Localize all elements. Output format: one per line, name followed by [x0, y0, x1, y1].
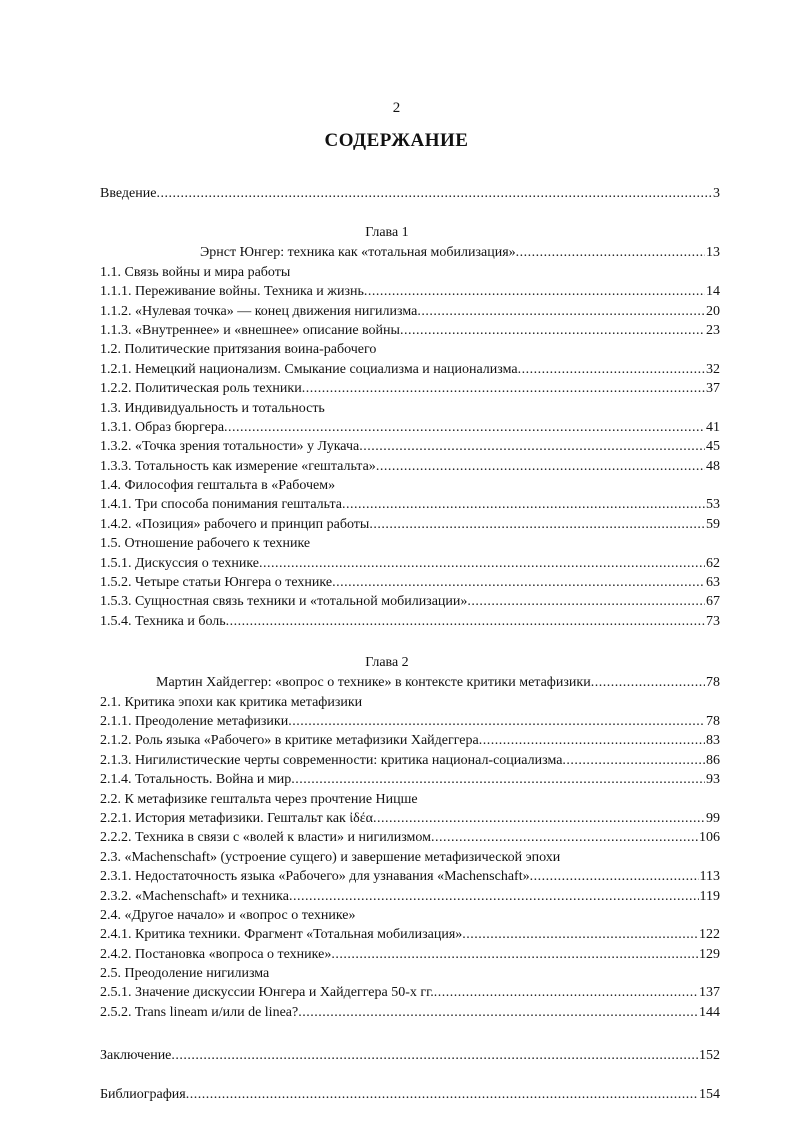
toc-entry: [100, 340, 720, 359]
dot-leader: [156, 184, 712, 203]
chapter-1-entries: [100, 263, 720, 631]
toc-entry: [100, 534, 720, 553]
toc-entry: [100, 751, 720, 770]
toc-page: 73: [706, 613, 720, 629]
toc-page: 45: [706, 439, 720, 455]
toc-label: 1.3. Индивидуальность и тотальность: [100, 400, 325, 416]
toc-page: 48: [706, 458, 720, 474]
toc-entry: [100, 592, 720, 611]
toc-label: 2.2.2. Техника в связи с «волей к власти» и нигилизмом: [100, 830, 432, 846]
dot-leader: [259, 554, 705, 573]
toc-entry: [100, 790, 720, 809]
toc-entry: [100, 399, 720, 418]
toc-page: 83: [706, 733, 720, 749]
toc-page: 53: [706, 497, 720, 513]
dot-leader: [226, 612, 705, 631]
dot-leader: [479, 731, 705, 750]
toc-label: 2.3.2. «Machenschaft» и техника: [100, 888, 289, 904]
toc-label: 1.5.2. Четыре статьи Юнгера о технике: [100, 575, 333, 591]
toc-entry: [100, 828, 720, 847]
toc-label: 1.2.2. Политическая роль техники: [100, 381, 302, 397]
toc-label: 2.1.3. Нигилистические черты современности: критика национал-социализма: [100, 752, 563, 768]
dot-leader: [431, 828, 698, 847]
dot-leader: [331, 945, 698, 964]
toc-entry-conclusion: [100, 1046, 720, 1065]
toc-page: 14: [706, 284, 720, 300]
toc-label: 2.1.4. Тотальность. Война и мир: [100, 772, 292, 788]
dot-leader: [289, 887, 699, 906]
toc-page: 62: [706, 555, 720, 571]
toc-page: 86: [706, 752, 720, 768]
toc-entry: [100, 573, 720, 592]
toc-page: 32: [706, 361, 720, 377]
toc-page: 137: [699, 985, 720, 1001]
toc-label: 1.3.2. «Точка зрения тотальности» у Лукача: [100, 439, 360, 455]
toc-label: 1.4. Философия гештальта в «Рабочем»: [100, 478, 336, 494]
dot-leader: [288, 712, 705, 731]
dot-leader: [518, 360, 705, 379]
toc-entry-bibliography: [100, 1085, 720, 1104]
dot-leader: [298, 1003, 698, 1022]
dot-leader: [434, 983, 698, 1002]
table-of-contents: [100, 184, 720, 1104]
toc-entry: [100, 712, 720, 731]
toc-entry: [100, 515, 720, 534]
toc-entry: [100, 964, 720, 983]
dot-leader: [171, 1046, 698, 1065]
toc-page: 144: [699, 1004, 720, 1020]
chapter-1-heading: Глава 1: [365, 225, 409, 241]
toc-label: 2.3.1. Недостаточность языка «Рабочего» для узнавания «Machenschaft»: [100, 869, 530, 885]
toc-page: 99: [706, 810, 720, 826]
toc-label: 2.4.1. Критика техники. Фрагмент «Тотальная мобилизация»: [100, 927, 463, 943]
dot-leader: [332, 573, 705, 592]
toc-label: 1.5. Отношение рабочего к технике: [100, 536, 311, 552]
toc-label: 2.5.1. Значение дискуссии Юнгера и Хайдеггера 50-х гг.: [100, 985, 434, 1001]
dot-leader: [591, 673, 705, 692]
toc-label: 2.2.1. История метафизики. Гештальт как ἰδέα: [100, 810, 373, 826]
dot-leader: [516, 243, 705, 262]
toc-entry: [100, 809, 720, 828]
toc-entry: [100, 1003, 720, 1022]
toc-entry: [100, 495, 720, 514]
toc-entry: [100, 263, 720, 282]
dot-leader: [376, 457, 705, 476]
toc-page: 122: [699, 927, 720, 943]
toc-page: 129: [699, 946, 720, 962]
toc-entry: [100, 731, 720, 750]
toc-page: 67: [706, 594, 720, 610]
toc-entry: [100, 379, 720, 398]
chapter-2-heading: Глава 2: [365, 655, 409, 671]
toc-page: 41: [706, 419, 720, 435]
toc-page: 63: [706, 575, 720, 591]
toc-entry: [100, 925, 720, 944]
toc-label: 1.2. Политические притязания воина-рабочего: [100, 342, 377, 358]
toc-entry: [100, 848, 720, 867]
chapter-2-title: [100, 673, 720, 692]
toc-page: 119: [699, 888, 720, 904]
toc-entry: [100, 693, 720, 712]
dot-leader: [302, 379, 705, 398]
toc-page: 106: [699, 830, 720, 846]
dot-leader: [342, 495, 705, 514]
toc-page: 23: [706, 322, 720, 338]
toc-label: Мартин Хайдеггер: «вопрос о технике» в контексте критики метафизики: [156, 675, 591, 691]
toc-label: Библиография: [100, 1086, 186, 1102]
toc-label: Введение: [100, 186, 157, 201]
page-number: 2: [392, 100, 401, 116]
toc-entry: [100, 476, 720, 495]
toc-entry: [100, 302, 720, 321]
dot-leader: [530, 867, 699, 886]
toc-entry: [100, 418, 720, 437]
toc-entry: [100, 437, 720, 456]
toc-label: 1.5.1. Дискуссия о технике: [100, 555, 260, 571]
dot-leader: [467, 592, 705, 611]
dot-leader: [373, 809, 705, 828]
toc-label: 2.4.2. Постановка «вопроса о технике»: [100, 946, 332, 962]
toc-entry: [100, 887, 720, 906]
dot-leader: [562, 751, 705, 770]
toc-label: Заключение: [100, 1048, 172, 1064]
toc-page: 152: [699, 1048, 720, 1064]
toc-entry: [100, 770, 720, 789]
toc-page: 13: [706, 245, 720, 261]
toc-entry: [100, 945, 720, 964]
toc-entry: [100, 554, 720, 573]
toc-label: 2.2. К метафизике гештальта через прочтение Ницше: [100, 791, 418, 807]
toc-entry: [100, 360, 720, 379]
toc-page: 78: [706, 713, 720, 729]
toc-label: 1.2.1. Немецкий национализм. Смыкание социализма и национализма: [100, 361, 518, 377]
toc-label: 2.1.1. Преодоление метафизики: [100, 713, 289, 729]
toc-entry: [100, 457, 720, 476]
dot-leader: [400, 321, 705, 340]
toc-page: 3: [713, 186, 720, 201]
toc-entry-intro: [100, 184, 720, 203]
toc-label: 2.3. «Machenschaft» (устроение сущего) и завершение метафизической эпохи: [100, 849, 561, 865]
toc-page: 20: [706, 303, 720, 319]
toc-label: 1.4.1. Три способа понимания гештальта: [100, 497, 343, 513]
toc-page: 93: [706, 772, 720, 788]
page-title: СОДЕРЖАНИЕ: [324, 130, 469, 151]
toc-label: 2.5. Преодоление нигилизма: [100, 966, 270, 982]
toc-label: 1.5.3. Сущностная связь техники и «тотальной мобилизации»: [100, 594, 468, 610]
toc-entry: [100, 906, 720, 925]
toc-label: 1.1.1. Переживание войны. Техника и жизнь: [100, 284, 364, 300]
toc-label: 1.4.2. «Позиция» рабочего и принцип работы: [100, 516, 370, 532]
toc-page: 113: [699, 869, 720, 885]
toc-label: 2.5.2. Trans lineam и/или de linea?: [100, 1004, 299, 1020]
dot-leader: [364, 282, 705, 301]
toc-entry: [100, 282, 720, 301]
dot-leader: [359, 437, 705, 456]
toc-entry: [100, 867, 720, 886]
toc-entry: [100, 321, 720, 340]
toc-page: 59: [706, 516, 720, 532]
toc-label: Эрнст Юнгер: техника как «тотальная мобилизация»: [200, 245, 516, 261]
toc-page: 37: [706, 381, 720, 397]
toc-page: 78: [706, 675, 720, 691]
chapter-1-title: [100, 243, 720, 262]
dot-leader: [186, 1085, 698, 1104]
dot-leader: [224, 418, 705, 437]
toc-label: 2.4. «Другое начало» и «вопрос о технике»: [100, 907, 356, 923]
toc-entry: [100, 612, 720, 631]
toc-label: 2.1. Критика эпохи как критика метафизики: [100, 694, 363, 710]
toc-label: 1.3.3. Тотальность как измерение «гештальта»: [100, 458, 376, 474]
dot-leader: [417, 302, 705, 321]
dot-leader: [291, 770, 705, 789]
toc-label: 2.1.2. Роль языка «Рабочего» в критике метафизики Хайдеггера: [100, 733, 479, 749]
toc-label: 1.3.1. Образ бюргера: [100, 419, 225, 435]
toc-label: 1.1.2. «Нулевая точка» — конец движения нигилизма: [100, 303, 418, 319]
toc-label: 1.1.3. «Внутреннее» и «внешнее» описание войны: [100, 322, 400, 338]
toc-label: 1.1. Связь войны и мира работы: [100, 264, 291, 280]
toc-label: 1.5.4. Техника и боль: [100, 613, 226, 629]
toc-entry: [100, 983, 720, 1002]
dot-leader: [462, 925, 698, 944]
toc-page: 154: [699, 1086, 720, 1102]
dot-leader: [369, 515, 705, 534]
chapter-2-entries: [100, 693, 720, 1023]
